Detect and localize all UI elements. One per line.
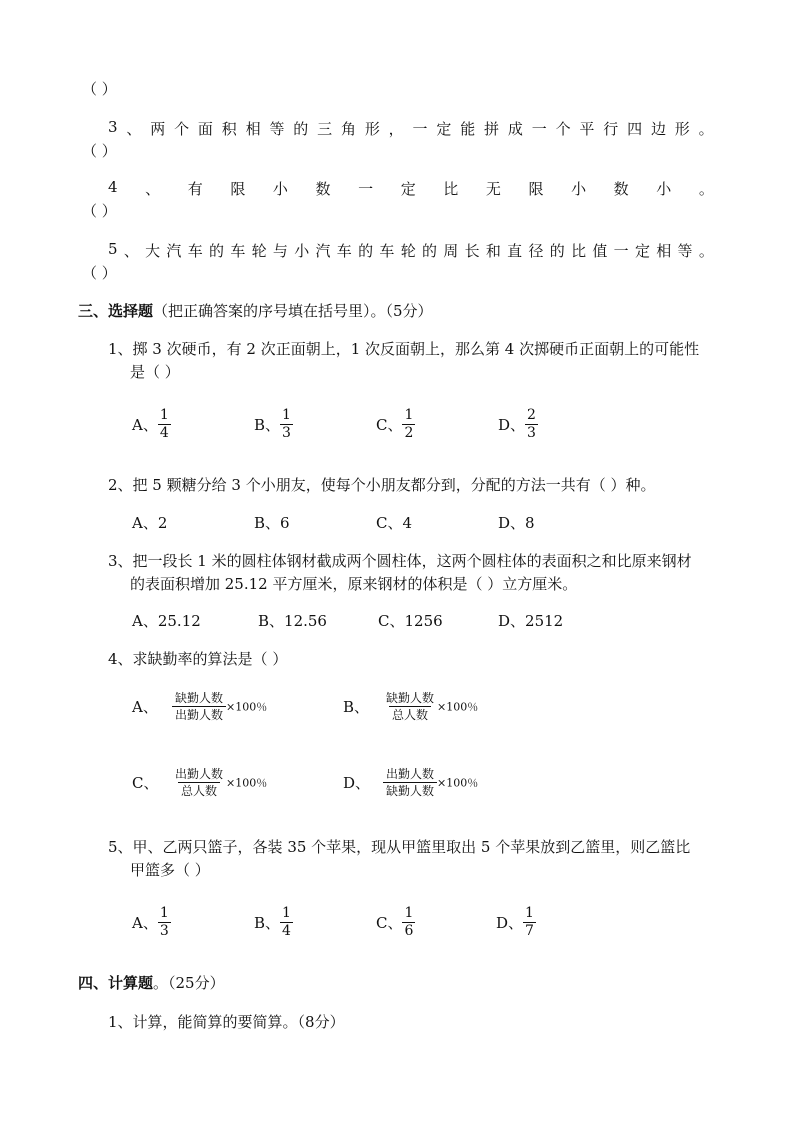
question-char: 5 — [108, 240, 118, 258]
choice-question-1-line1: 1、掷 3 次硬币，有 2 次正面朝上，1 次反面朝上，那么第 4 次掷硬币正面朝上的可能性 — [108, 340, 700, 358]
choice-option-a: A、 $\frac{\text{缺勤人数}}{\text{出勤人数}}$ ×100％ — [132, 691, 268, 722]
question-char: 一 — [531, 120, 547, 138]
fraction: $\frac{1}{4}$ — [282, 905, 291, 939]
question-char: 形 — [364, 120, 380, 138]
question-char: 的 — [549, 242, 565, 260]
question-char: 面 — [197, 120, 213, 138]
paren-answer-blank: （ ） — [82, 142, 117, 160]
choice-option-d: D、 $\frac{2}{3}$ — [498, 407, 536, 441]
formula-fraction: $\frac{\text{出勤人数}}{\text{总人数}}$ — [175, 767, 224, 798]
question-char: 行 — [603, 120, 619, 138]
question-char: 的 — [293, 120, 309, 138]
question-char: 能 — [460, 120, 476, 138]
choice-option-d: D、8 — [498, 514, 535, 532]
choice-option-d: D、 $\frac{1}{7}$ — [496, 905, 534, 939]
paren-answer-blank: （ ） — [82, 264, 117, 282]
formula-fraction: $\frac{\text{缺勤人数}}{\text{出勤人数}}$ — [172, 691, 226, 722]
choice-option-d: D、 $\frac{\text{出勤人数}}{\text{缺勤人数}}$ ×100％ — [343, 767, 479, 798]
question-char: 平 — [579, 120, 595, 138]
question-char: 无 — [485, 180, 501, 198]
fraction: $\frac{1}{6}$ — [404, 905, 414, 939]
question-char: 定 — [436, 120, 452, 138]
question-char: 4 — [108, 178, 118, 196]
question-char: 、 — [123, 242, 139, 260]
section-4-title: 四、计算题 — [78, 974, 154, 992]
question-char: 、 — [145, 180, 161, 198]
question-char: 四 — [627, 120, 643, 138]
question-char: 径 — [528, 242, 544, 260]
fraction: $\frac{1}{2}$ — [404, 407, 414, 441]
choice-option-a: A、 $\frac{1}{4}$ — [132, 407, 169, 441]
question-char: 等 — [269, 120, 285, 138]
question-char: 形 — [674, 120, 690, 138]
paren-answer-blank: （ ） — [82, 80, 117, 98]
question-char: 定 — [634, 242, 650, 260]
question-char: 。 — [698, 242, 714, 260]
choice-question-3-line1: 3、把一段长 1 米的圆柱体钢材截成两个圆柱体，这两个圆柱体的表面积之和比原来钢材 — [108, 552, 692, 570]
question-char: 车 — [187, 242, 203, 260]
question-char: 角 — [340, 120, 356, 138]
section-4-heading — [78, 972, 225, 993]
question-char: 值 — [592, 242, 608, 260]
question-char: 有 — [187, 180, 203, 198]
question-char: 的 — [209, 242, 225, 260]
choice-option-a: A、25.12 — [132, 612, 201, 630]
section-3-heading — [78, 300, 433, 321]
question-char: 小 — [571, 180, 587, 198]
judgement-question-4 — [108, 178, 714, 199]
choice-option-c: C、 $\frac{\text{出勤人数}}{\text{总人数}}$ ×100％ — [132, 767, 268, 798]
choice-option-b: B、 $\frac{1}{4}$ — [254, 905, 291, 939]
question-char: 限 — [230, 180, 246, 198]
question-char: ， — [388, 120, 404, 138]
question-char: 积 — [221, 120, 237, 138]
question-char: 比 — [443, 180, 459, 198]
question-char: 两 — [150, 120, 166, 138]
choice-option-b: B、 $\frac{1}{3}$ — [254, 407, 291, 441]
choice-option-c: C、 $\frac{1}{2}$ — [376, 407, 414, 441]
choice-question-3-line2: 的表面积增加 25.12 平方厘米，原来钢材的体积是（ ）立方厘米。 — [130, 575, 578, 593]
choice-option-a: A、2 — [132, 514, 168, 532]
question-char: 成 — [507, 120, 523, 138]
question-char: 汽 — [166, 242, 182, 260]
question-char: 3 — [108, 118, 118, 136]
question-char: 轮 — [400, 242, 416, 260]
question-char: 相 — [245, 120, 261, 138]
choice-question-5-line1: 5、甲、乙两只篮子，各装 35 个苹果，现从甲篮里取出 5 个苹果放到乙篮里，则乙篮比 — [108, 838, 691, 856]
question-char: 车 — [336, 242, 352, 260]
question-char: 等 — [677, 242, 693, 260]
formula-fraction: $\frac{\text{缺勤人数}}{\text{总人数}}$ — [386, 691, 435, 722]
question-char: 定 — [400, 180, 416, 198]
fraction: $\frac{1}{4}$ — [159, 407, 169, 441]
paren-answer-blank: （ ） — [82, 202, 117, 220]
question-char: 直 — [507, 242, 523, 260]
question-char: 的 — [358, 242, 374, 260]
question-char: 。 — [698, 120, 714, 138]
question-char: 小 — [294, 242, 310, 260]
choice-question-2: 2、把 5 颗糖分给 3 个小朋友，使每个小朋友都分到，分配的方法一共有（ ）种。 — [108, 476, 656, 494]
question-char: 周 — [443, 242, 459, 260]
choice-question-5-line2: 甲篮多（ ） — [130, 861, 210, 879]
question-char: 比 — [571, 242, 587, 260]
question-char: 小 — [272, 180, 288, 198]
choice-option-b: B、12.56 — [258, 612, 327, 630]
fraction: $\frac{1}{3}$ — [282, 407, 291, 441]
question-char: 一 — [613, 242, 629, 260]
question-char: 数 — [315, 180, 331, 198]
question-char: 一 — [358, 180, 374, 198]
choice-option-c: C、4 — [376, 514, 413, 532]
question-char: 汽 — [315, 242, 331, 260]
question-char: 与 — [272, 242, 288, 260]
question-char: 车 — [379, 242, 395, 260]
section-4-instruction: 。（25分） — [153, 974, 225, 992]
question-char: 轮 — [251, 242, 267, 260]
question-char: 一 — [412, 120, 428, 138]
question-char: 的 — [421, 242, 437, 260]
question-char: 限 — [528, 180, 544, 198]
question-char: 。 — [698, 180, 714, 198]
question-char: 相 — [656, 242, 672, 260]
fraction: $\frac{1}{7}$ — [525, 905, 534, 939]
question-char: 拼 — [484, 120, 500, 138]
question-char: 车 — [230, 242, 246, 260]
fraction: $\frac{2}{3}$ — [527, 407, 536, 441]
judgement-question-3 — [108, 118, 714, 139]
choice-option-c: C、1256 — [378, 612, 443, 630]
fraction: $\frac{1}{3}$ — [159, 905, 169, 939]
choice-option-b: B、6 — [254, 514, 290, 532]
question-char: 、 — [126, 120, 142, 138]
question-char: 和 — [485, 242, 501, 260]
section-3-title: 三、选择题 — [78, 302, 154, 320]
section-3-instruction: （把正确答案的序号填在括号里）。（5分） — [153, 302, 433, 320]
choice-question-1-line2: 是（ ） — [130, 363, 180, 381]
choice-question-4: 4、求缺勤率的算法是（ ） — [108, 650, 288, 668]
question-char: 小 — [656, 180, 672, 198]
question-char: 边 — [650, 120, 666, 138]
formula-fraction: $\frac{\text{出勤人数}}{\text{缺勤人数}}$ — [383, 767, 437, 798]
question-char: 个 — [174, 120, 190, 138]
question-char: 个 — [555, 120, 571, 138]
question-char: 大 — [145, 242, 161, 260]
question-char: 长 — [464, 242, 480, 260]
calc-question-1: 1、计算，能简算的要简算。（8分） — [108, 1013, 345, 1031]
question-char: 数 — [613, 180, 629, 198]
choice-option-c: C、 $\frac{1}{6}$ — [376, 905, 414, 939]
choice-option-d: D、2512 — [498, 612, 564, 630]
choice-option-a: A、 $\frac{1}{3}$ — [132, 905, 169, 939]
question-char: 三 — [317, 120, 333, 138]
judgement-question-5 — [108, 240, 714, 261]
choice-option-b: B、 $\frac{\text{缺勤人数}}{\text{总人数}}$ ×100％ — [343, 691, 479, 722]
